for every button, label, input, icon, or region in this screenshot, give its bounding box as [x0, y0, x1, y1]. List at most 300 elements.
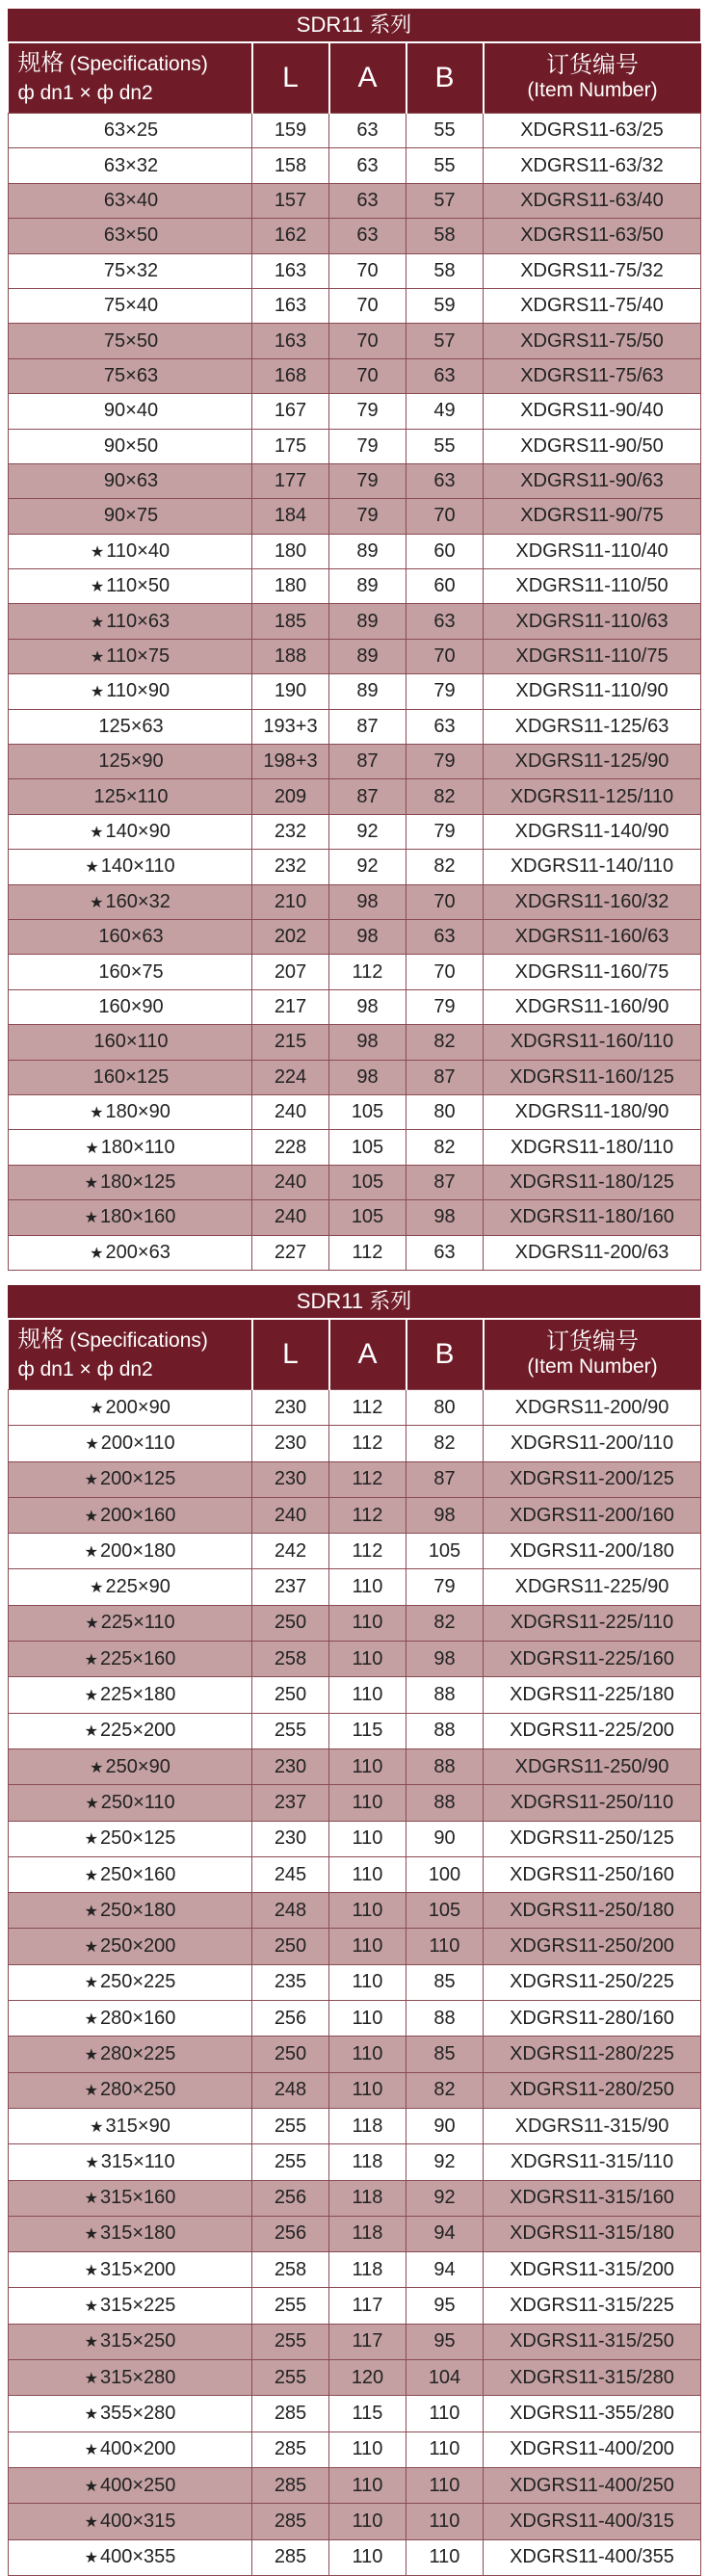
a-cell: 118 — [329, 2180, 406, 2216]
a-cell: 70 — [329, 253, 406, 288]
l-cell: 250 — [252, 2037, 329, 2072]
header-l: L — [252, 1320, 329, 1390]
l-cell: 285 — [252, 2467, 329, 2503]
star-marker: ★ — [84, 2046, 98, 2063]
b-cell: 88 — [406, 1748, 484, 1784]
l-cell: 245 — [252, 1856, 329, 1892]
a-cell: 117 — [329, 2288, 406, 2324]
header-spec-formula: ф dn1 × ф dn2 — [17, 81, 153, 104]
star-marker: ★ — [84, 1975, 98, 1992]
spec-value: 160×90 — [98, 995, 164, 1017]
b-cell: 58 — [406, 253, 484, 288]
spec-cell — [9, 148, 252, 183]
table-row — [9, 850, 701, 884]
a-cell: 105 — [329, 1200, 406, 1235]
spec-cell — [9, 1929, 252, 1964]
l-cell: 184 — [252, 499, 329, 534]
spec-cell — [9, 884, 252, 919]
star-marker: ★ — [84, 1174, 98, 1192]
a-cell: 120 — [329, 2360, 406, 2396]
l-cell: 240 — [252, 1094, 329, 1129]
l-cell: 256 — [252, 2001, 329, 2037]
spec-value: 315×160 — [99, 2187, 176, 2209]
item-number-cell: XDGRS11-200/110 — [484, 1426, 701, 1461]
spec-cell — [9, 2037, 252, 2072]
a-cell: 110 — [329, 1964, 406, 2000]
spec-cell — [9, 989, 252, 1024]
item-number-cell: XDGRS11-250/200 — [484, 1929, 701, 1964]
l-cell: 175 — [252, 429, 329, 463]
b-cell: 70 — [406, 499, 484, 534]
l-cell: 250 — [252, 1677, 329, 1713]
spec-value: 180×90 — [105, 1101, 170, 1123]
l-cell: 250 — [252, 1605, 329, 1641]
item-number-cell: XDGRS11-200/180 — [484, 1534, 701, 1569]
b-cell: 63 — [406, 709, 484, 744]
table-row — [9, 1821, 701, 1856]
item-number-cell: XDGRS11-400/315 — [484, 2504, 701, 2539]
item-number-cell: XDGRS11-75/40 — [484, 288, 701, 323]
l-cell: 185 — [252, 604, 329, 639]
table-row — [9, 1060, 701, 1094]
l-cell: 255 — [252, 1713, 329, 1748]
a-cell: 105 — [329, 1130, 406, 1165]
spec-cell — [9, 2396, 252, 2431]
b-cell: 55 — [406, 429, 484, 463]
table-row — [9, 2216, 701, 2251]
a-cell: 118 — [329, 2216, 406, 2251]
spec-value: 200×125 — [99, 1468, 176, 1490]
spec-cell — [9, 1964, 252, 2000]
star-marker: ★ — [90, 614, 105, 631]
spec-value: 225×90 — [105, 1576, 170, 1598]
table-row — [9, 1569, 701, 1605]
l-cell: 256 — [252, 2216, 329, 2251]
spec-value: 250×200 — [99, 1935, 176, 1958]
b-cell: 70 — [406, 639, 484, 673]
item-number-cell: XDGRS11-200/90 — [484, 1390, 701, 1426]
spec-value: 400×200 — [99, 2438, 176, 2460]
item-number-cell: XDGRS11-400/250 — [484, 2467, 701, 2503]
spec-value: 75×32 — [103, 259, 159, 281]
spec-cell — [9, 2467, 252, 2503]
spec-cell — [9, 429, 252, 463]
header-l: L — [252, 43, 329, 114]
l-cell: 232 — [252, 850, 329, 884]
star-marker: ★ — [84, 1867, 98, 1884]
spec-value: 75×40 — [103, 295, 159, 317]
spec-cell — [9, 2108, 252, 2143]
spec-value: 125×110 — [93, 785, 169, 807]
l-cell: 180 — [252, 569, 329, 604]
star-marker: ★ — [85, 1795, 99, 1812]
spec-value: 75×50 — [103, 329, 159, 352]
spec-value: 200×110 — [100, 1432, 175, 1454]
table-row — [9, 639, 701, 673]
a-cell: 112 — [329, 1497, 406, 1533]
table-row — [9, 2108, 701, 2143]
table-row — [9, 1856, 701, 1892]
star-marker: ★ — [84, 1723, 98, 1741]
star-marker: ★ — [84, 2011, 98, 2028]
a-cell: 112 — [329, 1461, 406, 1497]
star-marker: ★ — [84, 2262, 98, 2279]
spec-cell — [9, 850, 252, 884]
l-cell: 230 — [252, 1390, 329, 1426]
b-cell: 79 — [406, 814, 484, 849]
table-row — [9, 1929, 701, 1964]
spec-value: 225×200 — [99, 1720, 176, 1742]
table-row — [9, 429, 701, 463]
spec-cell — [9, 1130, 252, 1165]
b-cell: 63 — [406, 358, 484, 393]
b-cell: 98 — [406, 1497, 484, 1533]
spec-value: 315×90 — [105, 2115, 170, 2137]
a-cell: 110 — [329, 2504, 406, 2539]
star-marker: ★ — [85, 1435, 99, 1453]
table-row — [9, 2144, 701, 2180]
spec-value: 160×32 — [105, 890, 170, 912]
header-spec-en: (Specifications) — [69, 52, 208, 75]
table-row — [9, 2396, 701, 2431]
star-marker: ★ — [84, 2226, 98, 2244]
spec-value: 90×50 — [103, 434, 159, 457]
table-row — [9, 1390, 701, 1426]
star-marker: ★ — [90, 894, 104, 911]
table-row — [9, 288, 701, 323]
star-marker: ★ — [84, 1939, 98, 1957]
spec-value: 160×75 — [98, 960, 164, 983]
item-number-cell: XDGRS11-140/110 — [484, 850, 701, 884]
star-marker: ★ — [90, 825, 104, 841]
table-row — [9, 1426, 701, 1461]
b-cell: 79 — [406, 745, 484, 779]
spec-value: 200×160 — [99, 1504, 176, 1526]
b-cell: 82 — [406, 2072, 484, 2108]
star-marker: ★ — [90, 1400, 104, 1417]
a-cell: 70 — [329, 288, 406, 323]
spec-value: 315×280 — [99, 2366, 176, 2388]
b-cell: 82 — [406, 1426, 484, 1461]
spec-value: 160×110 — [93, 1031, 169, 1053]
star-marker: ★ — [85, 859, 99, 877]
star-marker: ★ — [84, 2550, 98, 2567]
a-cell: 105 — [329, 1165, 406, 1199]
spec-cell — [9, 1060, 252, 1094]
header-b: B — [406, 43, 484, 114]
a-cell: 89 — [329, 604, 406, 639]
table-row — [9, 709, 701, 744]
spec-table-section-2 — [8, 1285, 700, 2576]
item-number-cell: XDGRS11-110/75 — [484, 639, 701, 673]
a-cell: 98 — [329, 1025, 406, 1060]
table-row — [9, 604, 701, 639]
item-number-cell: XDGRS11-160/75 — [484, 955, 701, 989]
table-row — [9, 989, 701, 1024]
b-cell: 82 — [406, 779, 484, 814]
table-row — [9, 1713, 701, 1748]
l-cell: 230 — [252, 1426, 329, 1461]
b-cell: 110 — [406, 2504, 484, 2539]
l-cell: 230 — [252, 1821, 329, 1856]
l-cell: 255 — [252, 2288, 329, 2324]
star-marker: ★ — [84, 1508, 98, 1525]
b-cell: 98 — [406, 1642, 484, 1677]
item-number-cell: XDGRS11-250/110 — [484, 1785, 701, 1821]
table-row — [9, 2324, 701, 2359]
spec-value: 180×125 — [99, 1170, 176, 1193]
table-row — [9, 2037, 701, 2072]
spec-cell — [9, 2504, 252, 2539]
a-cell: 63 — [329, 148, 406, 183]
l-cell: 232 — [252, 814, 329, 849]
spec-value: 110×50 — [106, 575, 170, 597]
table-row — [9, 183, 701, 218]
item-number-cell: XDGRS11-250/125 — [484, 1821, 701, 1856]
table-row — [9, 1461, 701, 1497]
table-row — [9, 674, 701, 709]
a-cell: 79 — [329, 463, 406, 498]
b-cell: 80 — [406, 1094, 484, 1129]
a-cell: 79 — [329, 394, 406, 429]
l-cell: 207 — [252, 955, 329, 989]
spec-value: 315×180 — [99, 2222, 176, 2245]
l-cell: 210 — [252, 884, 329, 919]
spec-cell — [9, 639, 252, 673]
a-cell: 105 — [329, 1094, 406, 1129]
item-number-cell: XDGRS11-225/110 — [484, 1605, 701, 1641]
table-row — [9, 394, 701, 429]
table-row — [9, 1785, 701, 1821]
l-cell: 198+3 — [252, 745, 329, 779]
b-cell: 55 — [406, 148, 484, 183]
table-row — [9, 2180, 701, 2216]
header-spec-formula: ф dn1 × ф dn2 — [17, 1357, 153, 1380]
b-cell: 87 — [406, 1461, 484, 1497]
item-number-cell: XDGRS11-110/40 — [484, 534, 701, 568]
spec-value: 63×32 — [103, 154, 159, 176]
l-cell: 209 — [252, 779, 329, 814]
item-number-cell: XDGRS11-200/63 — [484, 1235, 701, 1270]
spec-cell — [9, 2539, 252, 2575]
spec-cell — [9, 1534, 252, 1569]
spec-cell — [9, 1235, 252, 1270]
table-row — [9, 1534, 701, 1569]
a-cell: 115 — [329, 1713, 406, 1748]
star-marker: ★ — [84, 2299, 98, 2316]
spec-cell — [9, 745, 252, 779]
b-cell: 88 — [406, 1785, 484, 1821]
table-row — [9, 1642, 701, 1677]
a-cell: 110 — [329, 2001, 406, 2037]
spec-value: 90×75 — [103, 505, 159, 527]
l-cell: 235 — [252, 1964, 329, 2000]
spec-cell — [9, 2072, 252, 2108]
b-cell: 63 — [406, 463, 484, 498]
spec-value: 315×225 — [99, 2295, 176, 2317]
b-cell: 90 — [406, 1821, 484, 1856]
table-row — [9, 2360, 701, 2396]
spec-value: 250×90 — [105, 1755, 170, 1777]
star-marker: ★ — [90, 543, 105, 561]
a-cell: 63 — [329, 183, 406, 218]
star-marker: ★ — [84, 2513, 98, 2531]
table-row — [9, 358, 701, 393]
l-cell: 250 — [252, 1929, 329, 1964]
item-number-cell: XDGRS11-280/225 — [484, 2037, 701, 2072]
star-marker: ★ — [84, 1831, 98, 1849]
spec-value: 225×160 — [99, 1647, 176, 1669]
header-specifications — [9, 1320, 252, 1390]
spec-cell — [9, 499, 252, 534]
spec-cell — [9, 2431, 252, 2467]
spec-cell — [9, 955, 252, 989]
a-cell: 112 — [329, 1534, 406, 1569]
a-cell: 118 — [329, 2108, 406, 2143]
l-cell: 163 — [252, 253, 329, 288]
b-cell: 59 — [406, 288, 484, 323]
b-cell: 105 — [406, 1534, 484, 1569]
star-marker: ★ — [84, 1543, 98, 1561]
star-marker: ★ — [84, 2442, 98, 2459]
table-row — [9, 148, 701, 183]
item-number-cell: XDGRS11-90/63 — [484, 463, 701, 498]
spec-cell — [9, 2216, 252, 2251]
spec-cell — [9, 1856, 252, 1892]
spec-value: 250×180 — [99, 1899, 176, 1921]
b-cell: 95 — [406, 2288, 484, 2324]
item-number-cell: XDGRS11-200/160 — [484, 1497, 701, 1533]
spec-cell — [9, 2252, 252, 2288]
item-number-cell: XDGRS11-63/50 — [484, 219, 701, 253]
table-row — [9, 2467, 701, 2503]
spec-value: 280×225 — [99, 2042, 176, 2064]
l-cell: 285 — [252, 2539, 329, 2575]
b-cell: 70 — [406, 955, 484, 989]
l-cell: 242 — [252, 1534, 329, 1569]
spec-value: 125×90 — [98, 750, 164, 773]
header-b: B — [406, 1320, 484, 1390]
table-row — [9, 2504, 701, 2539]
item-number-cell: XDGRS11-180/110 — [484, 1130, 701, 1165]
item-number-cell: XDGRS11-315/160 — [484, 2180, 701, 2216]
a-cell: 118 — [329, 2252, 406, 2288]
a-cell: 70 — [329, 358, 406, 393]
spec-value: 110×90 — [106, 680, 170, 702]
a-cell: 110 — [329, 1677, 406, 1713]
item-number-cell: XDGRS11-225/90 — [484, 1569, 701, 1605]
header-item-cn: 订货编号 — [546, 52, 639, 78]
l-cell: 230 — [252, 1461, 329, 1497]
l-cell: 193+3 — [252, 709, 329, 744]
spec-cell — [9, 1677, 252, 1713]
spec-value: 400×315 — [99, 2510, 176, 2532]
table-row — [9, 1200, 701, 1235]
spec-cell — [9, 2180, 252, 2216]
table-row — [9, 1893, 701, 1929]
item-number-cell: XDGRS11-160/110 — [484, 1025, 701, 1060]
a-cell: 87 — [329, 709, 406, 744]
b-cell: 88 — [406, 2001, 484, 2037]
a-cell: 110 — [329, 2072, 406, 2108]
spec-value: 125×63 — [98, 715, 164, 737]
item-number-cell: XDGRS11-75/63 — [484, 358, 701, 393]
a-cell: 110 — [329, 1642, 406, 1677]
l-cell: 163 — [252, 324, 329, 358]
a-cell: 110 — [329, 2467, 406, 2503]
star-marker: ★ — [84, 1688, 98, 1705]
spec-cell — [9, 324, 252, 358]
spec-cell — [9, 1497, 252, 1533]
item-number-cell: XDGRS11-315/110 — [484, 2144, 701, 2180]
a-cell: 92 — [329, 814, 406, 849]
l-cell: 255 — [252, 2324, 329, 2359]
item-number-cell: XDGRS11-280/250 — [484, 2072, 701, 2108]
table-header-row — [9, 1320, 701, 1390]
item-number-cell: XDGRS11-90/75 — [484, 499, 701, 534]
table-row — [9, 2288, 701, 2324]
item-number-cell: XDGRS11-90/50 — [484, 429, 701, 463]
spec-cell — [9, 2144, 252, 2180]
spec-value: 110×40 — [106, 539, 170, 562]
table-row — [9, 1025, 701, 1060]
star-marker: ★ — [84, 2334, 98, 2352]
b-cell: 80 — [406, 1390, 484, 1426]
item-number-cell: XDGRS11-110/50 — [484, 569, 701, 604]
item-number-cell: XDGRS11-225/160 — [484, 1642, 701, 1677]
item-number-cell: XDGRS11-250/180 — [484, 1893, 701, 1929]
star-marker: ★ — [90, 579, 105, 596]
item-number-cell: XDGRS11-315/225 — [484, 2288, 701, 2324]
star-marker: ★ — [84, 1472, 98, 1489]
a-cell: 98 — [329, 884, 406, 919]
spec-table — [8, 1320, 701, 2576]
item-number-cell: XDGRS11-315/280 — [484, 2360, 701, 2396]
item-number-cell: XDGRS11-125/63 — [484, 709, 701, 744]
table-row — [9, 499, 701, 534]
header-a: A — [329, 43, 406, 114]
spec-cell — [9, 358, 252, 393]
b-cell: 92 — [406, 2180, 484, 2216]
spec-cell — [9, 183, 252, 218]
header-item-en: (Item Number) — [527, 1355, 658, 1378]
b-cell: 82 — [406, 1605, 484, 1641]
l-cell: 162 — [252, 219, 329, 253]
spec-cell — [9, 1642, 252, 1677]
b-cell: 87 — [406, 1060, 484, 1094]
spec-cell — [9, 919, 252, 954]
a-cell: 79 — [329, 499, 406, 534]
spec-value: 160×125 — [92, 1065, 170, 1088]
item-number-cell: XDGRS11-63/40 — [484, 183, 701, 218]
a-cell: 117 — [329, 2324, 406, 2359]
b-cell: 100 — [406, 1856, 484, 1892]
spec-cell — [9, 1390, 252, 1426]
b-cell: 60 — [406, 569, 484, 604]
a-cell: 89 — [329, 569, 406, 604]
a-cell: 63 — [329, 114, 406, 148]
table-row — [9, 2072, 701, 2108]
item-number-cell: XDGRS11-225/180 — [484, 1677, 701, 1713]
table-header-row — [9, 43, 701, 114]
spec-table — [8, 43, 701, 1271]
b-cell: 57 — [406, 183, 484, 218]
table-row — [9, 324, 701, 358]
spec-cell — [9, 674, 252, 709]
spec-cell — [9, 394, 252, 429]
spec-cell — [9, 534, 252, 568]
item-number-cell: XDGRS11-400/355 — [484, 2539, 701, 2575]
